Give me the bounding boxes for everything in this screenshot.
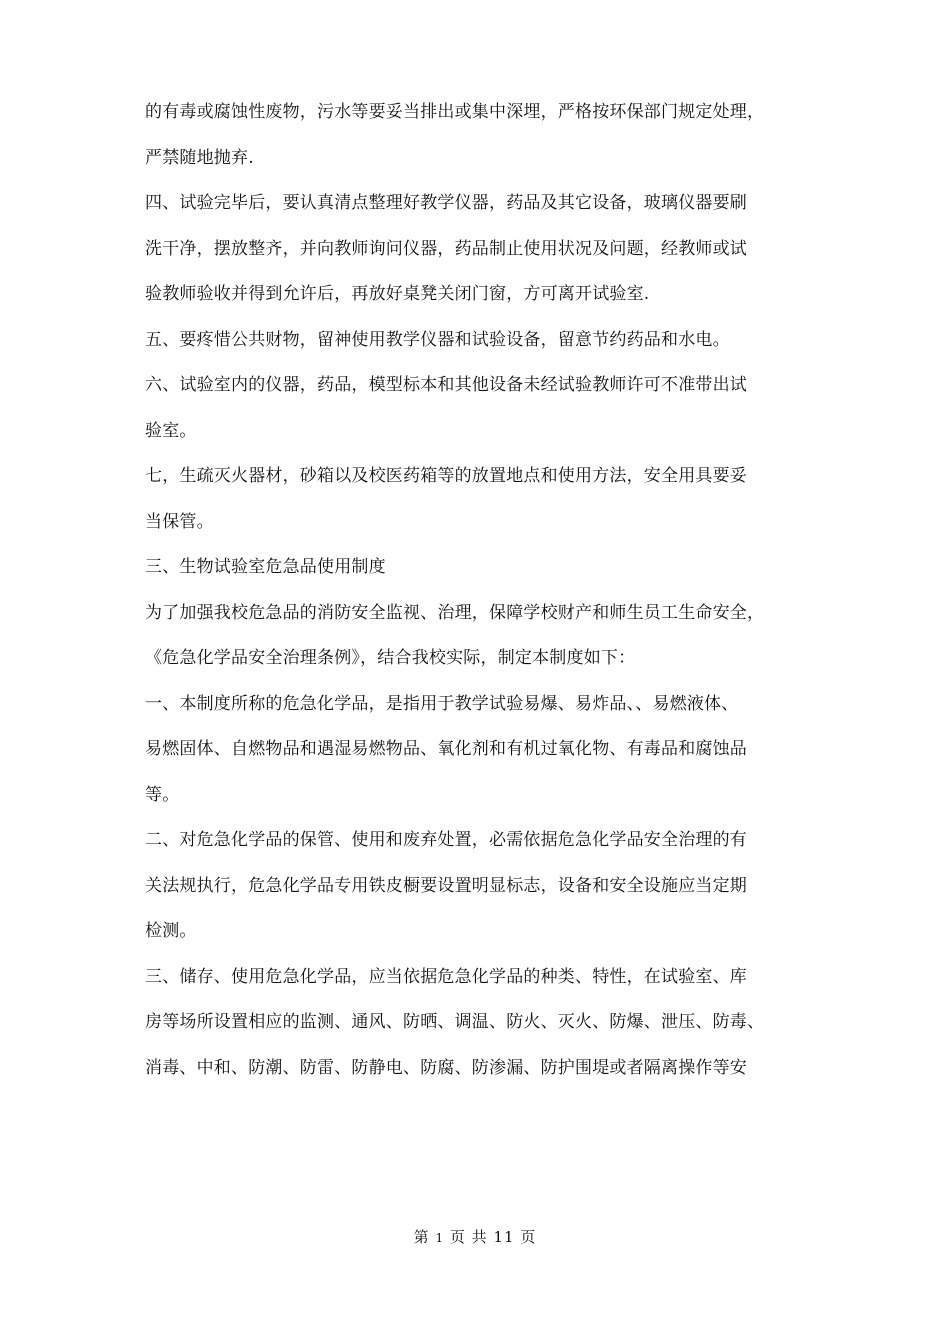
body-text: [145, 92, 845, 1093]
text-line: 一、本制度所称的危急化学品，是指用于教学试验易爆、易炸品、、易燃液体、: [145, 693, 739, 714]
text-line: 四、试验完毕后，要认真清点整理好教学仪器，药品及其它设备，玻璃仪器要刷: [145, 193, 747, 213]
text-line: 严禁随地抛弃.: [145, 147, 254, 168]
page-footer: [0, 1226, 950, 1247]
text-line: 检测。: [145, 921, 197, 941]
footer-prefix: 第: [413, 1228, 430, 1246]
footer-suffix: 页: [520, 1228, 537, 1246]
text-line: 五、要疼惜公共财物，留神使用教学仪器和试验设备，留意节约药品和水电。: [145, 329, 730, 350]
text-line: 洗干净，摆放整齐，并向教师询问仪器，药品制止使用状况及问题，经教师或试: [145, 238, 747, 259]
footer-page-number: 1: [435, 1231, 445, 1245]
text-line: 等。: [145, 784, 180, 805]
section-heading: 三、生物试验室危急品使用制度: [145, 557, 386, 577]
text-line: 验室。: [145, 420, 197, 441]
text-line: 易燃固体、自燃物品和遇湿易燃物品、氧化剂和有机过氧化物、有毒品和腐蚀品: [145, 739, 747, 759]
text-line: 验教师验收并得到允许后，再放好桌凳关闭门窗，方可离开试验室.: [145, 284, 650, 304]
text-line: 房等场所设置相应的监测、通风、防晒、调温、防火、灭火、防爆、泄压、防毒、: [145, 1012, 765, 1032]
text-line: 的有毒或腐蚀性废物，污水等要妥当排出或集中深埋，严格按环保部门规定处理，: [145, 102, 765, 122]
footer-middle: 页 共: [449, 1228, 488, 1246]
text-line: 消毒、中和、防潮、防雷、防静电、防腐、防渗漏、防护围堤或者隔离操作等安: [145, 1057, 747, 1078]
text-line: 二、对危急化学品的保管、使用和废弃处置，必需依据危急化学品安全治理的有: [145, 830, 747, 850]
footer-total-pages: 11: [493, 1228, 515, 1246]
text-line: 六、试验室内的仪器，药品，模型标本和其他设备未经试验教师许可不准带出试: [145, 375, 747, 395]
text-line: 《危急化学品安全治理条例》，结合我校实际，制定本制度如下：: [145, 648, 636, 668]
text-line: 三、储存、使用危急化学品，应当依据危急化学品的种类、特性，在试验室、库: [145, 966, 747, 987]
text-line: 当保管。: [145, 511, 214, 532]
text-line: 为了加强我校危急品的消防安全监视、治理，保障学校财产和师生员工生命安全，: [145, 602, 765, 623]
text-line: 七，生疏灭火器材，砂箱以及校医药箱等的放置地点和使用方法，安全用具要妥: [145, 466, 747, 486]
text-line: 关法规执行，危急化学品专用铁皮橱要设置明显标志，设备和安全设施应当定期: [145, 875, 747, 896]
